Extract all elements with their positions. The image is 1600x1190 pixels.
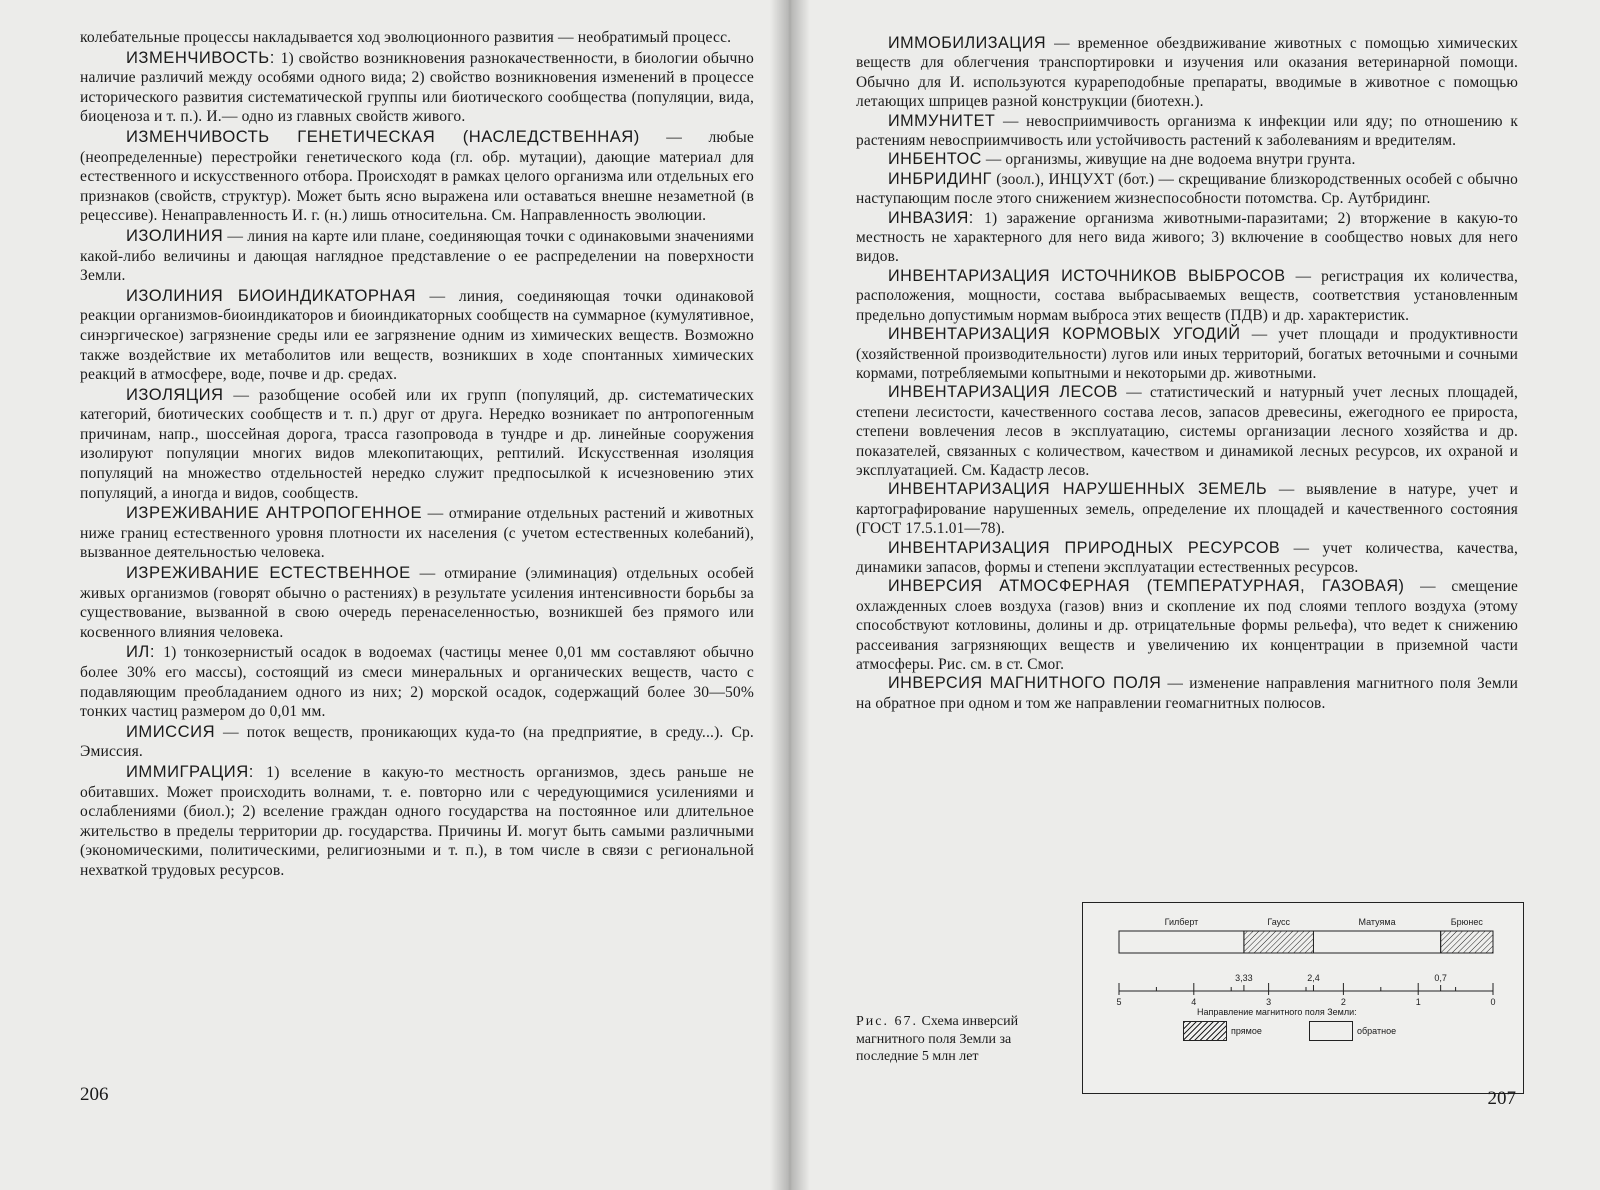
timeline-svg bbox=[1083, 903, 1523, 1093]
entry-term: ИЗМЕНЧИВОСТЬ ГЕНЕТИЧЕСКАЯ (НАСЛЕДСТВЕННАЯ) bbox=[126, 126, 640, 146]
legend-reverse bbox=[1309, 1021, 1396, 1041]
dictionary-entry bbox=[856, 267, 1518, 325]
dictionary-entry bbox=[80, 127, 754, 226]
epoch-label: Гаусс bbox=[1267, 917, 1291, 927]
epoch-label: Гилберт bbox=[1164, 917, 1199, 927]
legend-title: Направление магнитного поля Земли: bbox=[1197, 1007, 1357, 1017]
left-page-text bbox=[80, 28, 754, 881]
page-number-left: 206 bbox=[80, 1084, 109, 1105]
dictionary-entry bbox=[856, 674, 1518, 713]
dictionary-entry bbox=[80, 28, 754, 48]
entry-term: ИНВЕРСИЯ АТМОСФЕРНАЯ (ТЕМПЕРАТУРНАЯ, ГАЗОВАЯ) bbox=[888, 577, 1405, 596]
entry-definition: — разобщение особей или их групп (популяций, др. систематических категорий, биотических сообществ и т. п.) друг от друга. Нередко возникает по антропогенным причинам, напр., шоссейная дорога, трасса газопровода в тундре и др. линейные сооружения изолируют популяции многих видов млекопитающих, рептилий. Искусственная изоляция популяций на множество отдельностей нередко служит предпосылкой к исчезновению этих популяций, а иногда и видов, сообществ. bbox=[80, 386, 754, 502]
entry-term: ИММОБИЛИЗАЦИЯ bbox=[888, 34, 1047, 52]
dictionary-entry bbox=[856, 383, 1518, 480]
entry-definition: — изменение направления магнитного поля Земли на обратное при одном и том же направлении геомагнитных полюсов. bbox=[856, 675, 1519, 712]
entry-definition: — организмы, живущие на дне водоема внутри грунта. bbox=[981, 151, 1356, 169]
dictionary-entry bbox=[856, 539, 1518, 578]
entry-term: ИНБРИДИНГ bbox=[888, 169, 992, 188]
entry-term: ИНВЕРСИЯ МАГНИТНОГО ПОЛЯ bbox=[888, 674, 1162, 693]
entry-definition: — поток веществ, проникающих куда-то (на предприятие, в среду...). Ср. Эмиссия. bbox=[80, 723, 754, 761]
right-page bbox=[790, 0, 1600, 1190]
right-page-text bbox=[856, 34, 1518, 713]
left-page bbox=[0, 0, 790, 1190]
entry-definition: — статистический и натурный учет лесных площадей, степени лесистости, качественного состава лесов, запасов древесины, ежегодного ее прироста, степени вовлечения лесов в эксплуатацию, системы организации лесного хозяйства и др. показателей, связанных с количеством, качеством и динамикой лесных ресурсов, их охраной и эксплуатацией. См. Кадастр лесов. bbox=[856, 384, 1518, 479]
entry-definition: колебательные процессы накладывается ход эволюционного развития — необратимый процесс. bbox=[80, 29, 732, 46]
dictionary-entry bbox=[80, 48, 754, 127]
dictionary-entry bbox=[856, 209, 1518, 267]
entry-term: ИНВЕНТАРИЗАЦИЯ КОРМОВЫХ УГОДИЙ bbox=[888, 325, 1241, 344]
entry-term: ИНВЕНТАРИЗАЦИЯ ПРИРОДНЫХ РЕСУРСОВ bbox=[888, 538, 1281, 557]
entry-term: ИНВЕНТАРИЗАЦИЯ НАРУШЕННЫХ ЗЕМЕЛЬ bbox=[888, 480, 1268, 499]
dictionary-entry bbox=[856, 325, 1518, 383]
boundary-label: 3,33 bbox=[1235, 973, 1253, 983]
entry-term: ИНВЕНТАРИЗАЦИЯ ИСТОЧНИКОВ ВЫБРОСОВ bbox=[888, 266, 1286, 285]
legend-direct-swatch bbox=[1183, 1021, 1227, 1041]
dictionary-entry bbox=[856, 480, 1518, 538]
entry-definition: — выявление в натуре, учет и картографирование нарушенных земель, определение их площадей и качественного состояния (ГОСТ 17.5.1.01—78). bbox=[856, 481, 1518, 538]
entry-definition: — невосприимчивость организма к инфекции или яду; по отношению к растениям невосприимчивость или устойчивость растений к заболеваниям и вредителям. bbox=[856, 112, 1518, 150]
epoch-bar bbox=[1119, 931, 1244, 953]
epoch-label: Матуяма bbox=[1358, 917, 1396, 927]
entry-definition: — линия, соединяющая точки одинаковой реакции организмов-биоиндикаторов и биоиндикаторных сообществ на суммарное (кумулятивное, синэргическое) загрязнение среды или ее загрязнение одним из химических веществ. Возможно также воздействие их метаболитов или веществ, возникших в ходе спонтанных химических реакций в атмосфере, воде, почве и др. средах. bbox=[80, 287, 754, 384]
figure-caption-label: Рис. 67. bbox=[856, 1014, 918, 1029]
dictionary-entry bbox=[80, 722, 754, 762]
figure-caption-text: Схема инверсий магнитного поля Земли за последние 5 млн лет bbox=[856, 1014, 1019, 1064]
legend-reverse-label: обратное bbox=[1357, 1026, 1397, 1036]
entry-term: ИМИССИЯ bbox=[126, 721, 216, 741]
epoch-bar bbox=[1313, 931, 1440, 953]
dictionary-entry bbox=[80, 385, 754, 504]
boundary-label: 2,4 bbox=[1307, 973, 1320, 983]
legend-reverse-swatch bbox=[1309, 1021, 1353, 1041]
legend-direct-label: прямое bbox=[1231, 1026, 1262, 1036]
dictionary-entry bbox=[856, 577, 1518, 674]
entry-definition: 1) вселение в какую-то местность организмов, здесь раньше не обитавших. Может происходить волнами, т. е. повторно или с чередующимися усилениями и ослаблениями (биол.); 2) вселение граждан одного государства на постоянное или длительное жительство в пределы территории др. государства. Причины И. могут быть самыми различными (экономическими, политическими, религиозными и т. п.), в том числе в связи с региональной нехваткой трудовых ресурсов. bbox=[80, 763, 754, 879]
entry-definition: — любые (неопределенные) перестройки генетического кода (гл. обр. мутации), дающие материал для естественного и искусственного отбора. Происходят в рамках целого организма или отдельных его признаков (свойств, структур). Может быть ясно выражена или оставаться внешне незаметной (в рецессиве). Ненаправленность И. г. (н.) лишь относительна. См. Направленность эволюции. bbox=[80, 128, 755, 225]
entry-definition: — отмирание (элиминация) отдельных особей живых организмов (говорят обычно о растениях) в результате усиления интенсивности борьбы за существование, вызванной в свою очередь перенаселенностью, возникшей без прямого или косвенного влияния человека. bbox=[80, 565, 754, 641]
entry-definition: — линия на карте или плане, соединяющая точки с одинаковыми значениями какой-либо величины и дающая наглядное представление о ее распределении на поверхности Земли. bbox=[80, 227, 754, 285]
entry-term: ИЗОЛИНИЯ БИОИНДИКАТОРНАЯ bbox=[126, 285, 416, 305]
dictionary-entry bbox=[80, 563, 754, 642]
axis-tick-label: 2 bbox=[1340, 997, 1346, 1007]
legend-direct bbox=[1183, 1021, 1262, 1041]
figure-caption bbox=[856, 1013, 1048, 1066]
dictionary-entry bbox=[856, 34, 1518, 112]
entry-term: ИММИГРАЦИЯ: bbox=[126, 761, 267, 781]
dictionary-entry bbox=[80, 503, 754, 563]
epoch-bar bbox=[1244, 931, 1314, 953]
epoch-label: Брюнес bbox=[1450, 917, 1483, 927]
dictionary-entry bbox=[856, 150, 1518, 169]
dictionary-entry bbox=[80, 286, 754, 385]
axis-tick-label: 1 bbox=[1415, 997, 1421, 1007]
entry-term: ИЗОЛИНИЯ bbox=[126, 225, 224, 245]
axis-tick-label: 0 bbox=[1490, 997, 1496, 1007]
epoch-bar bbox=[1441, 931, 1493, 953]
entry-definition: (зоол.), ИНЦУХТ (бот.) — скрещивание близкородственных особей с обычно наступающим после этого снижением жизнеспособности потомства. Ср. Аутбридинг. bbox=[856, 170, 1518, 208]
dictionary-entry bbox=[856, 170, 1518, 209]
dictionary-entry bbox=[80, 642, 754, 721]
entry-definition: — регистрация их количества, расположения, мощности, состава выбрасываемых веществ, соответствия установленным предельно допустимым нормам выброса этих веществ (ПДВ) и др. характеристик. bbox=[856, 267, 1518, 324]
entry-term: ИНВАЗИЯ: bbox=[888, 208, 985, 227]
entry-term: ИЗРЕЖИВАНИЕ АНТРОПОГЕННОЕ bbox=[126, 503, 423, 523]
magnetic-inversion-diagram bbox=[1082, 902, 1524, 1094]
axis-tick-label: 4 bbox=[1191, 997, 1197, 1007]
entry-term: ИНВЕНТАРИЗАЦИЯ ЛЕСОВ bbox=[888, 383, 1118, 402]
entry-definition: — учет количества, качества, динамики запасов, формы и степени эксплуатации естественных ресурсов. bbox=[856, 539, 1518, 576]
entry-term: ИЗРЕЖИВАНИЕ ЕСТЕСТВЕННОЕ bbox=[126, 563, 411, 583]
entry-term: ИНБЕНТОС bbox=[888, 150, 982, 169]
entry-definition: — смещение охлажденных слоев воздуха (газов) вниз и скопление их под слоями теплого воздуха (этому способствуют котловины, долины и др. отрицательные формы рельефа), что ведет к снижению рассеивания загрязняющих веществ и увеличению их концентрации в приземной части атмосферы. Рис. см. в ст. Смог. bbox=[856, 578, 1519, 673]
dictionary-entry bbox=[80, 226, 754, 286]
entry-definition: — учет площади и продуктивности (хозяйственной производительности) лугов или иных территорий, богатых веточными и сочными кормами, потребляемыми копытными и некоторыми др. животными. bbox=[856, 326, 1518, 382]
axis-tick-label: 5 bbox=[1116, 997, 1122, 1007]
axis-tick-label: 3 bbox=[1266, 997, 1272, 1007]
entry-definition: — временное обездвиживание животных с помощью химических веществ для облегчения транспортировки и изучения или оказания ветеринарной помощи. Обычно для И. используются курареподобные препараты, вводимые в животное с помощью летающих шприцев разной конструкции (биотехн.). bbox=[856, 35, 1518, 111]
dictionary-entry bbox=[80, 762, 754, 881]
entry-definition: 1) свойство возникновения разнокачественности, в биологии обычно наличие различий между особями одного вида; 2) свойство возникновения изменений в процессе исторического развития систематической группы или биотического сообщества (популяции, вида, биоценоза и т. п.). И.— одно из главных свойств живого. bbox=[80, 49, 754, 126]
entry-term: ИЗМЕНЧИВОСТЬ: bbox=[126, 47, 281, 67]
entry-definition: 1) тонкозернистый осадок в водоемах (частицы менее 0,01 мм составляют обычно более 30% его массы), состоящий из смеси минеральных и органических веществ, часто с подавляющим преобладанием одного из них; 2) морской осадок, содержащий более 30—50% тонких частиц размером до 0,01 мм. bbox=[80, 644, 754, 721]
boundary-label: 0,7 bbox=[1434, 973, 1447, 983]
page-number-right: 207 bbox=[1487, 1088, 1516, 1109]
entry-term: ИЗОЛЯЦИЯ bbox=[126, 384, 224, 404]
entry-definition: 1) заражение организма животными-паразитами; 2) вторжение в какую-то местность не характерного для него вида живого; 3) включение в сообщество новых для него видов. bbox=[856, 209, 1518, 266]
dictionary-entry bbox=[856, 112, 1518, 151]
entry-term: ИММУНИТЕТ bbox=[888, 111, 996, 130]
entry-term: ИЛ: bbox=[126, 642, 164, 662]
entry-definition: — отмирание отдельных растений и животных ниже границ естественного уровня плотности их населения (с учетом естественных колебаний), вызванное деятельностью человека. bbox=[80, 505, 754, 562]
